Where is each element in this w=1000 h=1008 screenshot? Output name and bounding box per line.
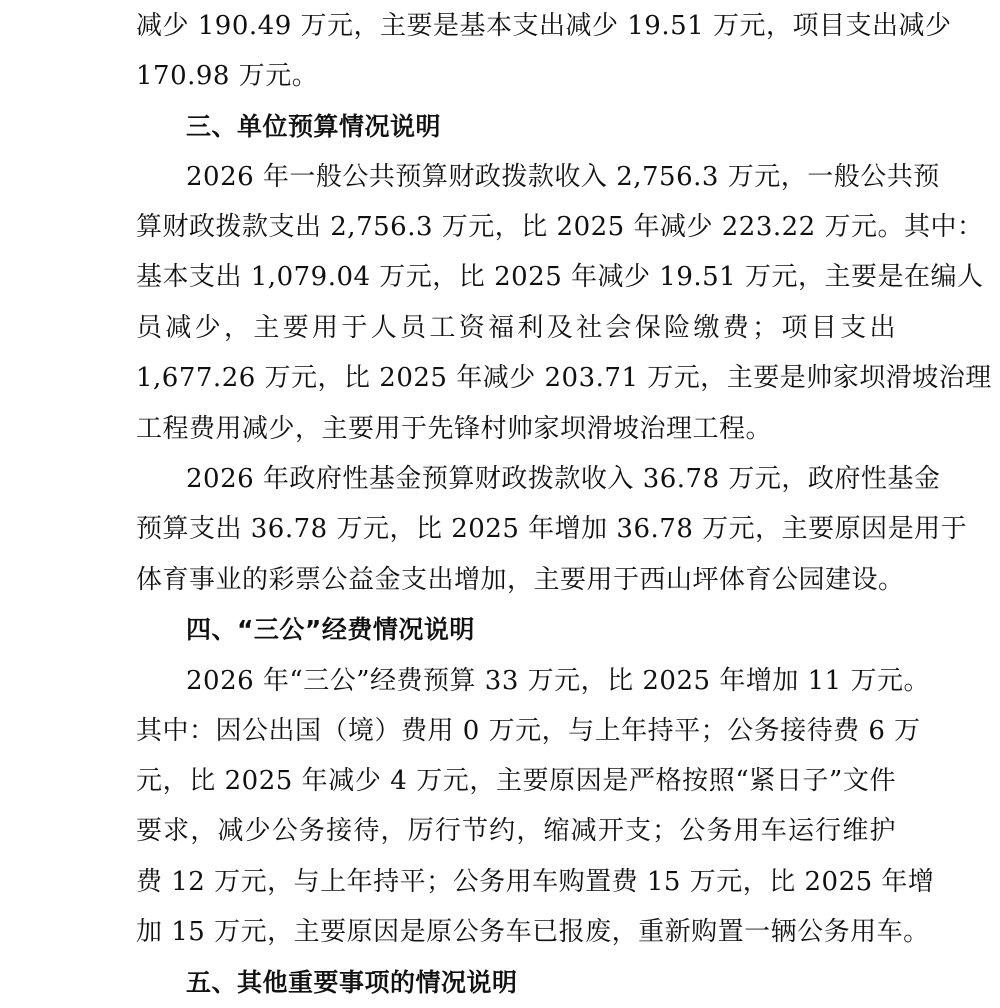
paragraph-line: 体育事业的彩票公益金支出增加，主要用于西山坪体育公园建设。 [136,565,905,595]
paragraph-line: 170.98 万元。 [136,61,319,91]
paragraph-line: 2026 年“三公”经费预算 33 万元，比 2025 年增加 11 万元。 [186,666,930,696]
paragraph-line: 减少 190.49 万元，主要是基本支出减少 19.51 万元，项目支出减少 [136,11,952,41]
paragraph-line: 员减少，主要用于人员工资福利及社会保险缴费；项目支出 [136,313,896,343]
paragraph-line: 2026 年政府性基金预算财政拨款收入 36.78 万元，政府性基金 [186,464,941,494]
section-heading-3: 三、单位预算情况说明 [186,112,442,141]
paragraph-line: 要求，减少公务接待，厉行节约，缩减开支；公务用车运行维护 [136,816,896,846]
paragraph-line: 其中：因公出国（境）费用 0 万元，与上年持平；公务接待费 6 万 [136,716,921,746]
section-heading-5: 五、其他重要事项的情况说明 [186,968,518,997]
paragraph-line: 基本支出 1,079.04 万元，比 2025 年减少 19.51 万元，主要是在编人 [136,262,984,292]
paragraph-line: 元，比 2025 年减少 4 万元，主要原因是严格按照“紧日子”文件 [136,766,896,796]
paragraph-line: 算财政拨款支出 2,756.3 万元，比 2025 年减少 223.22 万元。其中： [136,212,984,242]
paragraph-line: 2026 年一般公共预算财政拨款收入 2,756.3 万元，一般公共预 [186,162,940,192]
paragraph-line: 工程费用减少，主要用于先锋村帅家坝滑坡治理工程。 [136,414,773,444]
paragraph-line: 费 12 万元，与上年持平；公务用车购置费 15 万元，比 2025 年增 [136,867,935,897]
paragraph-line: 1,677.26 万元，比 2025 年减少 203.71 万元，主要是帅家坝滑坡治理 [136,363,992,393]
section-heading-4: 四、“三公”经费情况说明 [186,615,475,644]
paragraph-line: 预算支出 36.78 万元，比 2025 年增加 36.78 万元，主要原因是用于 [136,514,968,544]
paragraph-line: 加 15 万元，主要原因是原公务车已报废，重新购置一辆公务用车。 [136,917,930,947]
